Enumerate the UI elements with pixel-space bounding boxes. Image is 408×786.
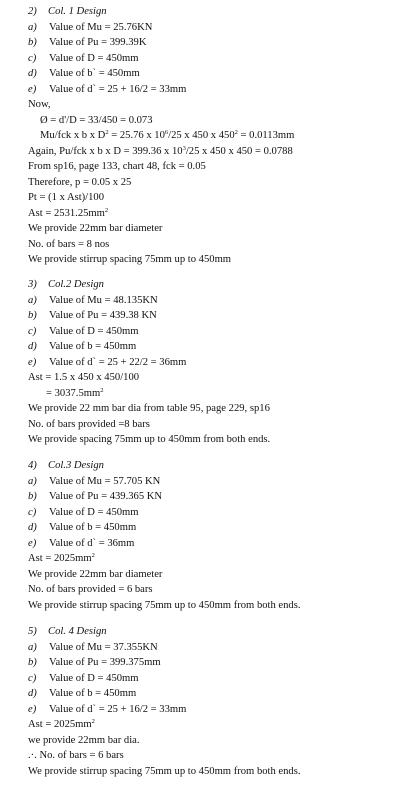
- list-item: a) Value of Mu = 57.705 KN: [28, 475, 161, 487]
- section-col4-design: [0, 624, 408, 779]
- section-heading: 3) Col.2 Design: [28, 279, 104, 290]
- ast-line: Ast = $2025mm^2$: [28, 552, 95, 564]
- list-item: a) Value of Mu = 25.76KN: [28, 21, 153, 33]
- text-line: We provide 22 mm bar dia from table 95, page 229, sp16: [28, 403, 270, 414]
- text-line: No. of bars provided =8 bars: [28, 418, 150, 430]
- phi-line: Ø = d'/D = 33/450 = 0.073: [40, 114, 153, 126]
- section-heading: 2) Col. 1 Design: [28, 6, 107, 17]
- list-item: d) Value of b` = 450mm: [28, 68, 140, 79]
- list-item: b) Value of Pu = 399.39K: [28, 37, 147, 48]
- list-item: b) Value of Pu = 399.375mm: [28, 657, 161, 668]
- list-item: b) Value of Pu = 439.365 KN: [28, 491, 163, 502]
- list-item: b) Value of Pu = 439.38 KN: [28, 310, 157, 321]
- list-item: e) Value of d` = 36mm: [28, 537, 135, 549]
- list-item: c) Value of D = 450mm: [28, 672, 139, 684]
- text-line: We provide 22mm bar diameter: [28, 568, 163, 580]
- ast-line: = $3037.5mm^2$: [46, 386, 104, 399]
- list-item: a) Value of Mu = 37.355KN: [28, 641, 158, 653]
- list-item: c) Value of D = 450mm: [28, 325, 139, 337]
- mu-ratio-line: Mu/fck x b x $D^2 = 25.76$ x $10^6/25$ x 450 x $450^2 = 0.0113mm$: [40, 129, 295, 141]
- section-col3-design: [0, 458, 408, 613]
- text-line: From sp16, page 133, chart 48, fck = 0.05: [28, 161, 206, 172]
- text-line: We provide stirrup spacing 75mm up to 450mm from both ends.: [28, 765, 301, 777]
- list-item: c) Value of D = 450mm: [28, 506, 139, 518]
- text-line: Now,: [28, 99, 51, 110]
- text-line: Therefore, p = 0.05 x 25: [28, 176, 132, 188]
- text-line: No. of bars provided = 6 bars: [28, 584, 153, 595]
- section-col1-design: [0, 4, 408, 268]
- text-line: .·. No. of bars = 6 bars: [28, 750, 124, 761]
- text-line: We provide stirrup spacing 75mm up to 450mm: [28, 254, 232, 265]
- text-line: We provide stirrup spacing 75mm up to 450mm from both ends.: [28, 599, 301, 611]
- ast-line: Ast = $2531.25mm^2$: [28, 206, 109, 219]
- text-line: Pt = (1 x Ast)/100: [28, 192, 105, 203]
- section-heading: 5) Col. 4 Design: [28, 626, 107, 637]
- text-line: No. of bars = 8 nos: [28, 238, 110, 250]
- list-item: e) Value of d` = 25 + 16/2 = 33mm: [28, 83, 187, 95]
- list-item: a) Value of Mu = 48.135KN: [28, 294, 158, 306]
- text-line: we provide 22mm bar dia.: [28, 734, 140, 746]
- text-line: We provide spacing 75mm up to 450mm from both ends.: [28, 434, 271, 445]
- pu-ratio-line: Again, Pu/fck x b x D = 399.36 x $10^3/25$ x 450 x 450 = 0.0788: [28, 144, 293, 157]
- text-line: Ast = 1.5 x 450 x 450/100: [28, 372, 140, 383]
- text-line: We provide 22mm bar diameter: [28, 223, 163, 234]
- section-heading: 4) Col.3 Design: [28, 460, 104, 471]
- list-item: d) Value of b = 450mm: [28, 341, 137, 352]
- section-col2-design: [0, 277, 408, 448]
- list-item: d) Value of b = 450mm: [28, 688, 137, 699]
- list-item: c) Value of D = 450mm: [28, 52, 139, 64]
- list-item: d) Value of b = 450mm: [28, 522, 137, 533]
- list-item: e) Value of d` = 25 + 22/2 = 36mm: [28, 356, 187, 368]
- ast-line: Ast = $2025mm^2$: [28, 718, 95, 730]
- list-item: e) Value of d` = 25 + 16/2 = 33mm: [28, 703, 187, 715]
